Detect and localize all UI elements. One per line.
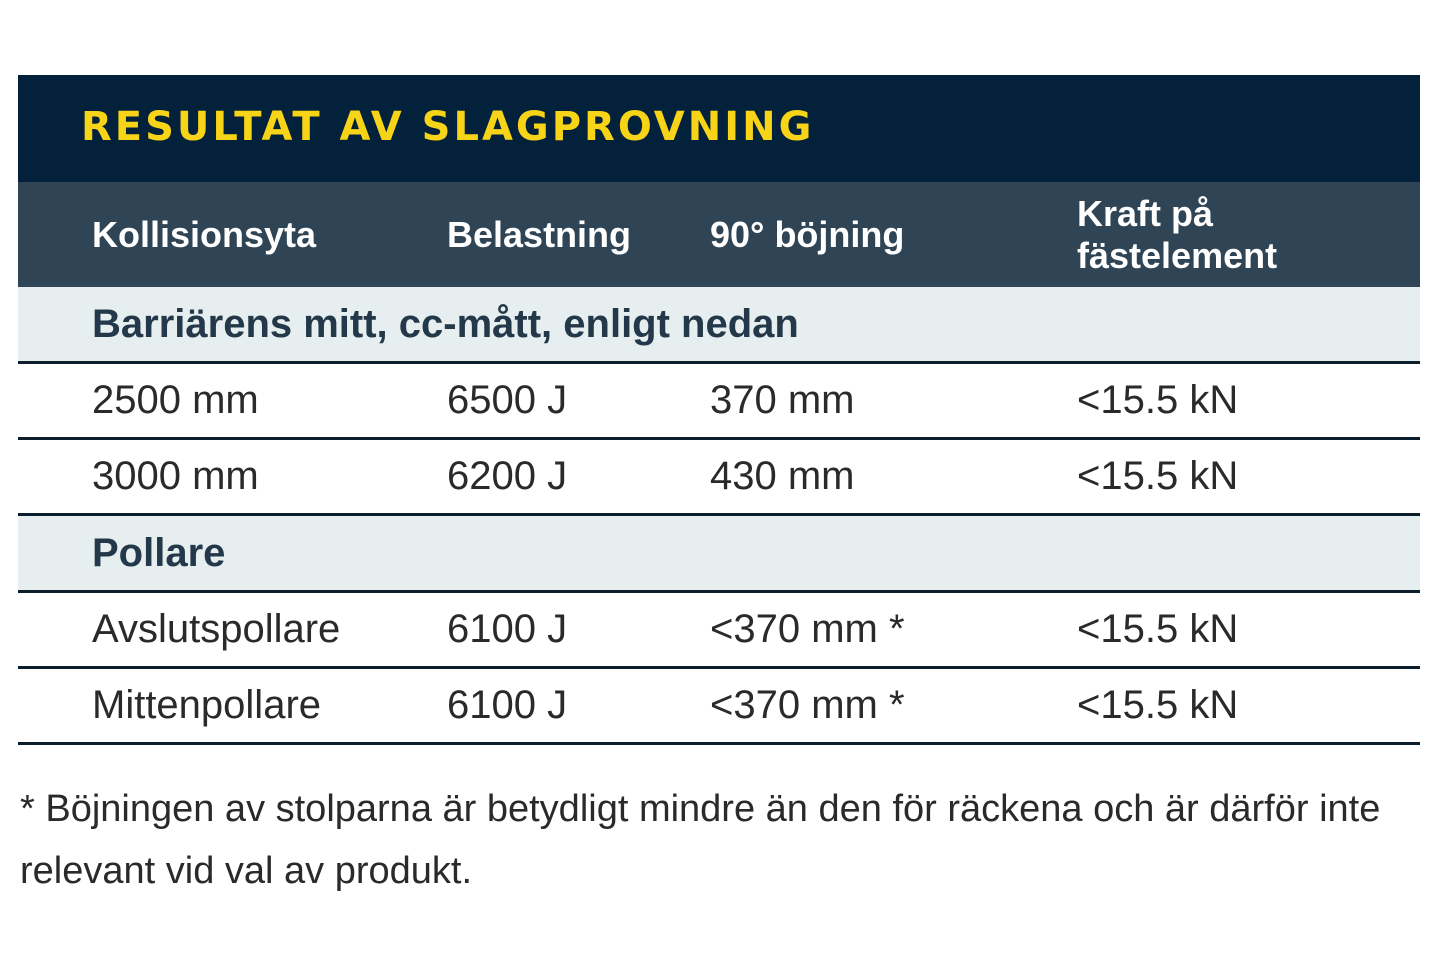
table-row: [18, 593, 1420, 669]
impact-test-table: [18, 75, 1420, 745]
cell-belastning: 6100 J: [447, 607, 568, 651]
cell-kollisionsyta: Mittenpollare: [92, 683, 322, 727]
cell-belastning: 6100 J: [447, 683, 568, 727]
cell-bojning: 430 mm: [710, 454, 855, 498]
header-belastning: Belastning: [447, 213, 632, 255]
cell-kraft: <15.5 kN: [1077, 607, 1239, 651]
cell-bojning: 370 mm: [710, 378, 855, 422]
cell-kollisionsyta: Avslutspollare: [92, 607, 341, 651]
header-kraft: Kraft på fästelement: [1077, 192, 1278, 276]
cell-kraft: <15.5 kN: [1077, 454, 1239, 498]
footnote: * Böjningen av stolparna är betydligt mindre än den för räckena och är därför inte relevant vid val av produkt.: [20, 788, 1381, 892]
table-title-bar: [18, 75, 1420, 182]
section-row-pollare: [18, 516, 1420, 593]
cell-bojning: <370 mm *: [710, 607, 905, 651]
table-row: [18, 669, 1420, 745]
cell-kollisionsyta: 2500 mm: [92, 378, 259, 422]
header-bojning: 90° böjning: [710, 213, 905, 255]
cell-belastning: 6500 J: [447, 378, 568, 422]
section-label: Barriärens mitt, cc-mått, enligt nedan: [92, 301, 799, 346]
table-header-row: [18, 182, 1420, 287]
section-label: Pollare: [92, 530, 226, 575]
table-row: [18, 364, 1420, 440]
cell-bojning: <370 mm *: [710, 683, 905, 727]
section-row-barriar: [18, 287, 1420, 364]
cell-kraft: <15.5 kN: [1077, 378, 1239, 422]
cell-kraft: <15.5 kN: [1077, 683, 1239, 727]
table-title: RESULTAT AV SLAGPROVNING: [81, 103, 815, 150]
header-kollisionsyta: Kollisionsyta: [92, 213, 317, 255]
cell-belastning: 6200 J: [447, 454, 568, 498]
table-row: [18, 440, 1420, 516]
cell-kollisionsyta: 3000 mm: [92, 454, 259, 498]
